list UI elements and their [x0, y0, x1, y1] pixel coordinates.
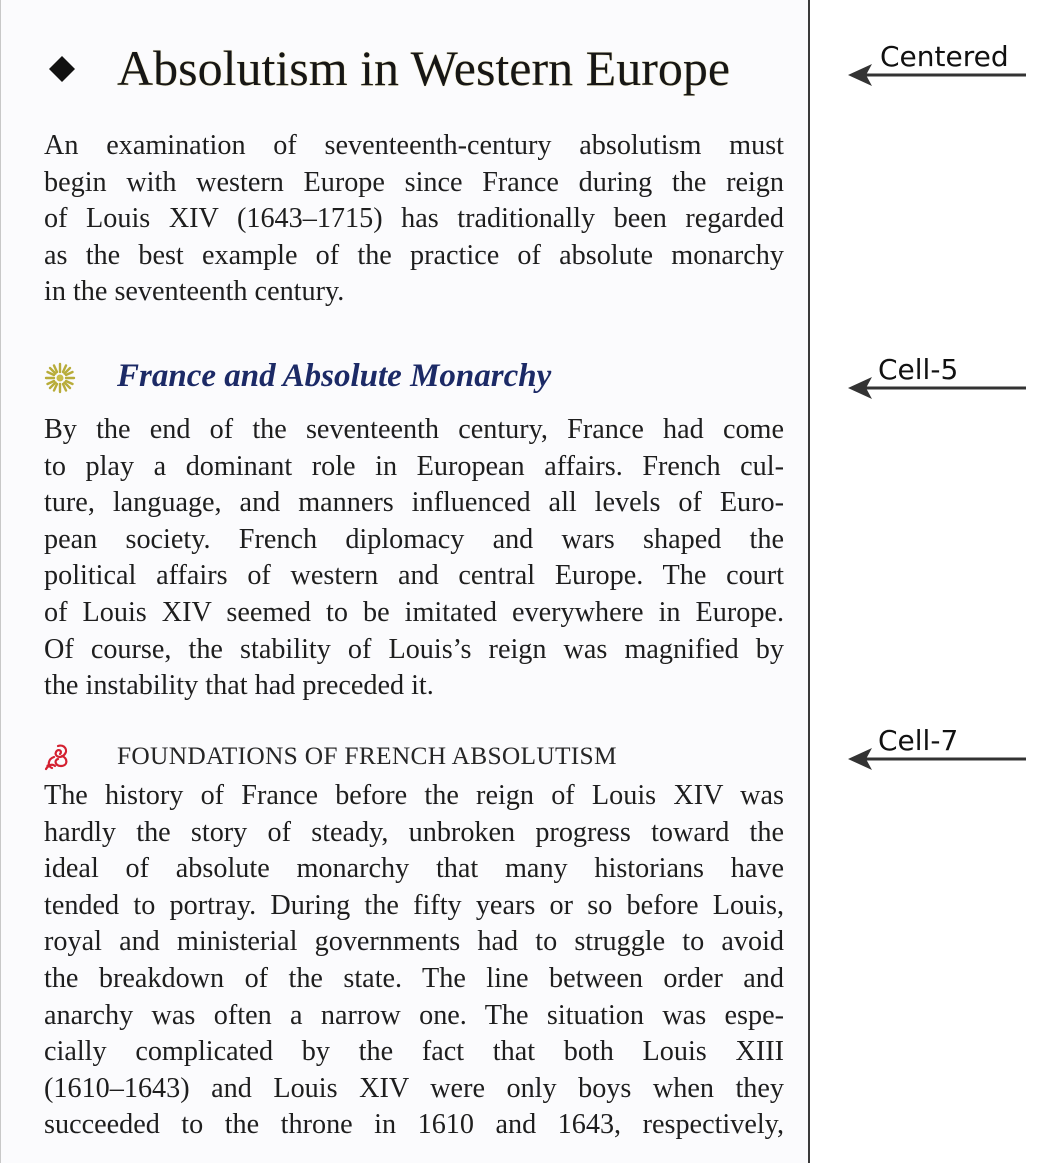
annotation-cell-5 [840, 353, 1040, 403]
annotation-label: Centered [880, 40, 1009, 73]
page-title: Absolutism in Western Europe [117, 40, 731, 96]
text-line: succeeded to the throne in 1610 and 1643, respectively, [44, 1109, 784, 1141]
text-line: political affairs of western and central Europe. The court [44, 560, 784, 592]
title-row [45, 38, 795, 102]
section-heading: France and Absolute Monarchy [117, 358, 552, 394]
text-line: (1610–1643) and Louis XIV were only boys when they [44, 1072, 784, 1104]
diamond-bullet-icon [49, 56, 75, 82]
annotation-label: Cell-5 [878, 353, 959, 386]
annotation-centered [840, 40, 1040, 90]
flourish-ornament-icon [42, 742, 72, 772]
section-heading-row [44, 354, 784, 398]
text-line: in the seventeenth century. [44, 276, 345, 308]
text-line: to play a dominant role in European affairs. French cul- [44, 450, 784, 482]
text-line: By the end of the seventeenth century, France had come [44, 414, 784, 445]
text-line: cially complicated by the fact that both Louis XIII [44, 1036, 784, 1068]
text-line: ture, language, and manners influenced all levels of Euro- [44, 487, 784, 519]
left-arrow-icon [848, 62, 1028, 88]
text-line: The history of France before the reign of Louis XIV was [44, 780, 784, 811]
sunburst-ornament-icon [44, 362, 76, 394]
text-line: the instability that had preceded it. [44, 670, 434, 702]
text-line: Of course, the stability of Louis’s reign was magnified by [44, 633, 784, 665]
text-line: pean society. French diplomacy and wars shaped the [44, 523, 784, 555]
text-line: begin with western Europe since France during the reign [44, 166, 784, 198]
left-arrow-icon [848, 746, 1028, 772]
text-line: hardly the story of steady, unbroken progress toward the [44, 816, 784, 848]
intro-paragraph [44, 128, 784, 311]
subsection-heading-row [42, 738, 782, 774]
annotation-cell-7 [840, 724, 1040, 774]
subsection-heading: FOUNDATIONS OF FRENCH ABSOLUTISM [117, 742, 617, 770]
text-line: of Louis XIV (1643–1715) has traditionally been regarded [44, 203, 784, 235]
text-line: royal and ministerial governments had to struggle to avoid [44, 926, 784, 958]
left-arrow-icon [848, 375, 1028, 401]
text-line: of Louis XIV seemed to be imitated everywhere in Europe. [44, 596, 784, 628]
text-line: An examination of seventeenth-century absolutism must [44, 130, 784, 161]
text-line: anarchy was often a narrow one. The situation was espe- [44, 999, 784, 1031]
section-paragraph [44, 412, 784, 705]
text-line: tended to portray. During the fifty years or so before Louis, [44, 889, 784, 921]
text-line: the breakdown of the state. The line between order and [44, 962, 784, 994]
text-line: ideal of absolute monarchy that many historians have [44, 853, 784, 885]
annotation-label: Cell-7 [878, 724, 959, 757]
text-line: as the best example of the practice of absolute monarchy [44, 239, 784, 271]
subsection-paragraph [44, 778, 784, 1144]
